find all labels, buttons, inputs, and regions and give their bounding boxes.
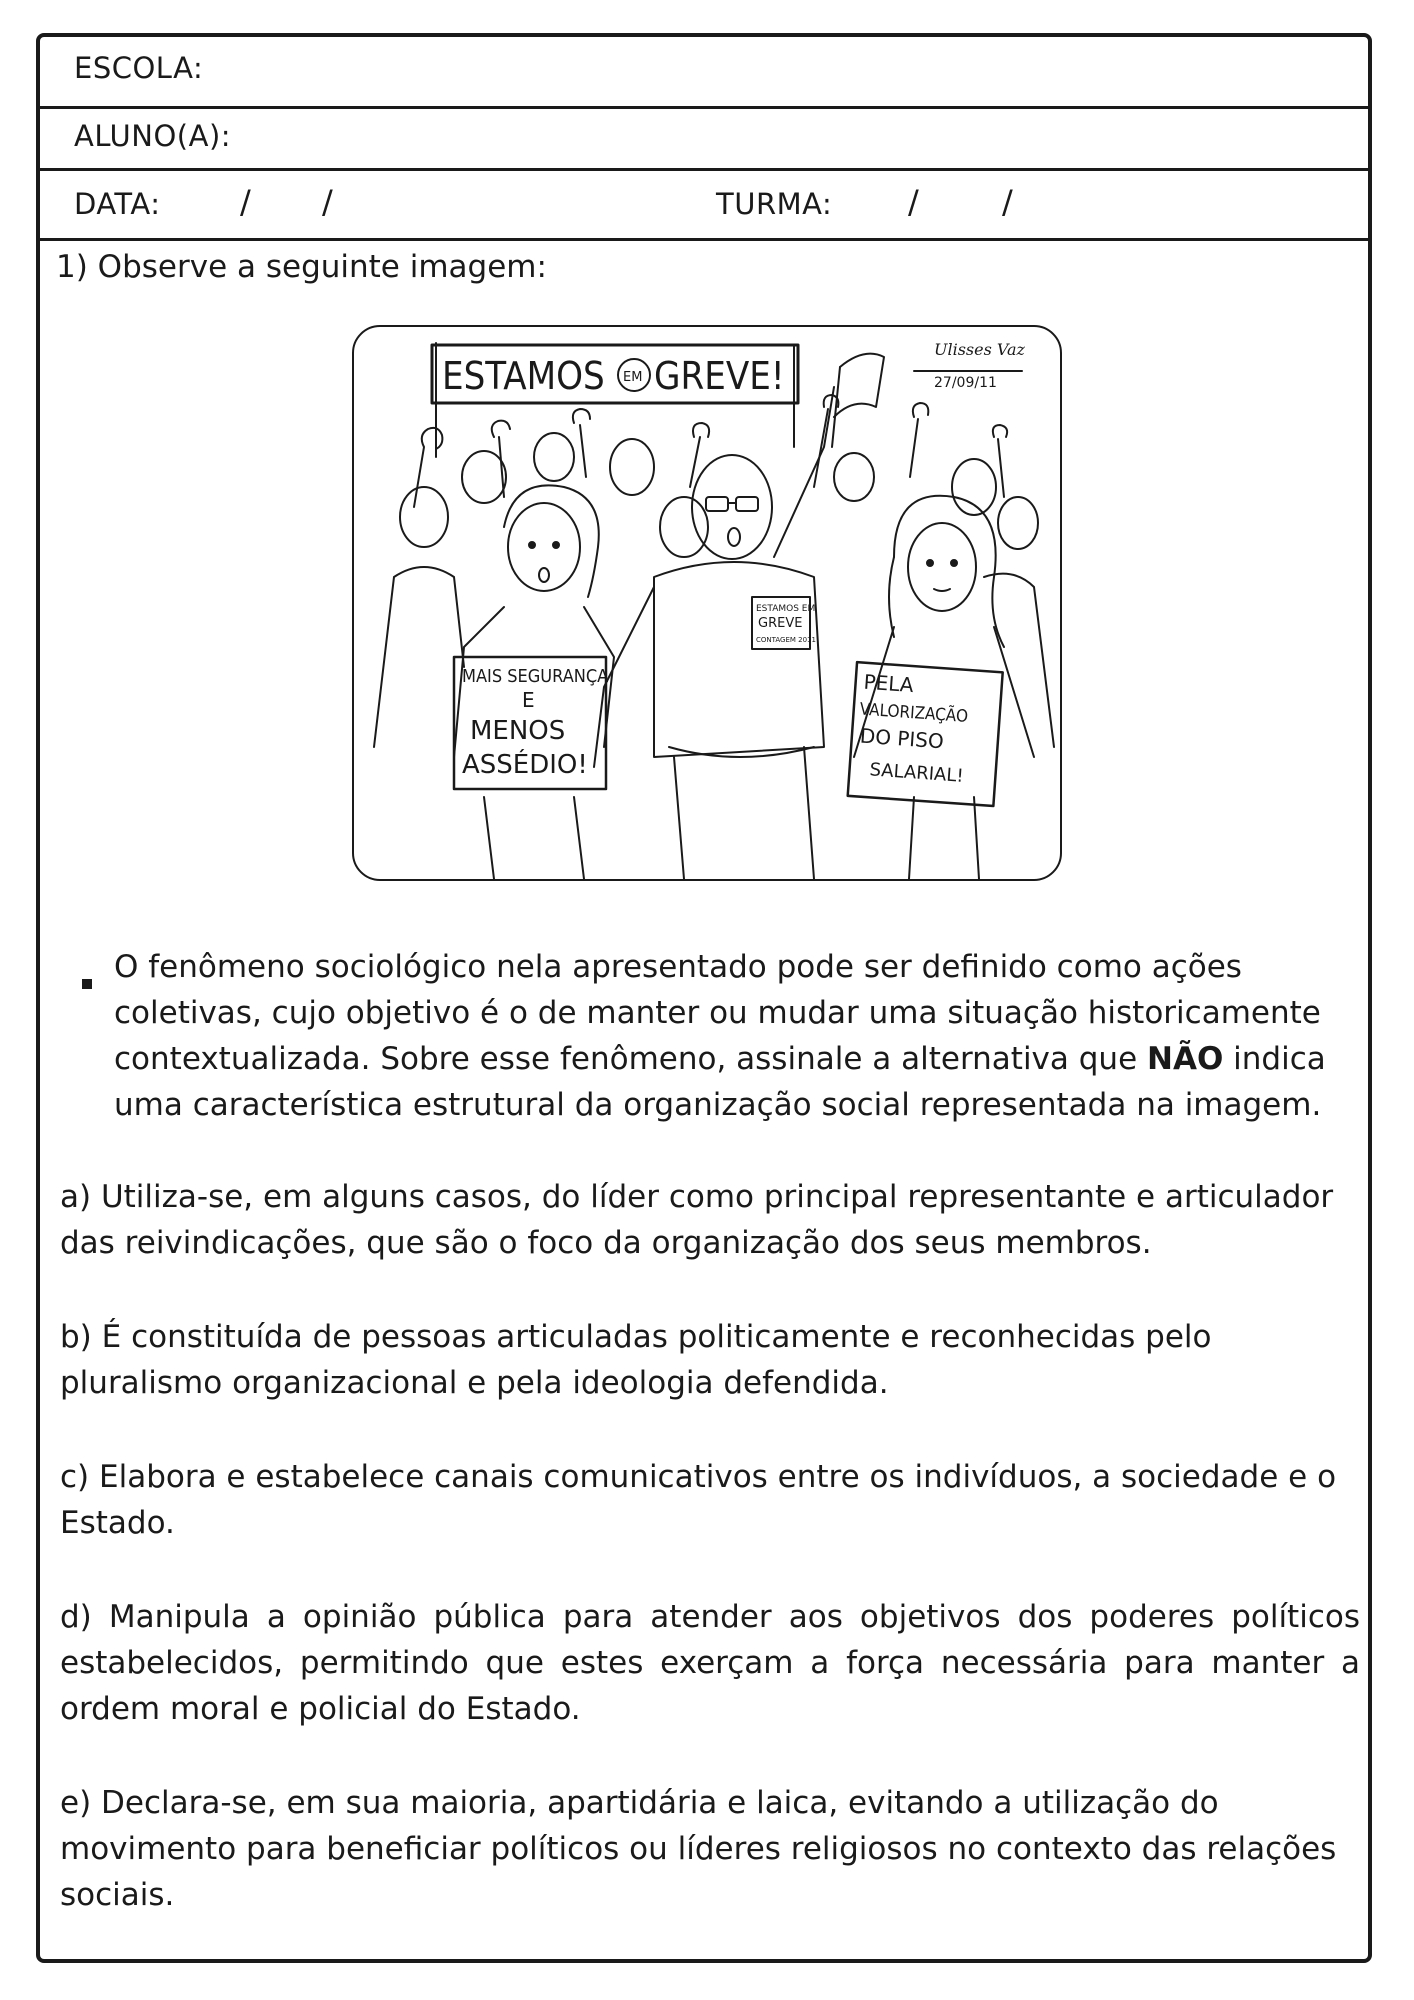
question-title: 1) Observe a seguinte imagem:	[56, 249, 547, 285]
badge-line-1: ESTAMOS EM	[756, 604, 816, 614]
cartoon-date: 27/09/11	[934, 375, 997, 391]
crowd-background	[374, 433, 1054, 747]
left-sign-line-1: MAIS SEGURANÇA	[462, 666, 609, 687]
option-c: c) Elabora e estabelece canais comunicativos entre os indivíduos, a sociedade e o Estado.	[60, 1459, 1337, 1541]
right-protest-sign-group	[848, 662, 1003, 806]
question-stem	[114, 944, 1344, 1128]
option-a: a) Utiliza-se, em alguns casos, do líder como principal representante e articulador das reivindicações, que são o foco da organização dos seus membros.	[60, 1179, 1334, 1261]
right-sign-line-3: DO PISO	[859, 723, 945, 754]
badge-line-3: CONTAGEM 2011	[756, 636, 816, 644]
option-b: b) É constituída de pessoas articuladas politicamente e reconhecidas pelo pluralismo organizacional e pela ideologia defendida.	[60, 1319, 1212, 1401]
cartoon-drawing	[354, 327, 1060, 879]
left-sign-line-4: ASSÉDIO!	[462, 750, 588, 780]
worksheet	[36, 33, 1372, 1963]
class-label: TURMA:	[716, 187, 833, 221]
student-row	[40, 109, 1368, 171]
class-slash: /	[1002, 183, 1013, 221]
artist-signature: Ulisses Vaz	[934, 340, 1025, 359]
school-label: ESCOLA:	[74, 51, 204, 85]
banner-em: EM	[623, 370, 643, 385]
protester-leader	[594, 387, 834, 879]
date-class-row	[40, 171, 1368, 241]
left-sign-line-3: MENOS	[470, 716, 566, 746]
option-e: e) Declara-se, em sua maioria, apartidária e laica, evitando a utilização do movimento para beneficiar políticos ou líderes religiosos no contexto das relações sociais.	[60, 1785, 1337, 1913]
date-slash: /	[240, 183, 251, 221]
left-sign-line-2: E	[522, 688, 535, 712]
strike-cartoon	[352, 325, 1062, 881]
school-row	[40, 37, 1368, 109]
right-sign-line-2: VALORIZAÇÃO	[859, 699, 969, 727]
option-d: d) Manipula a opinião pública para atender aos objetivos dos poderes políticos estabelecidos, permitindo que estes exerçam a força necessária para manter a ordem moral e policial do Estado.	[60, 1599, 1360, 1727]
flag	[834, 354, 884, 417]
student-label: ALUNO(A):	[74, 119, 232, 153]
stem-text-start: O fenômeno sociológico nela apresentado pode ser definido como ações coletivas, cujo objetivo é o de manter ou mudar uma situação historicamente contextualizada. Sobre esse fenômeno, assinale a alternativa que	[114, 949, 1321, 1077]
badge-line-2: GREVE	[758, 616, 803, 631]
class-slash: /	[908, 183, 919, 221]
stem-text-end: indica uma característica estrutural da organização social representada na imagem.	[114, 1041, 1326, 1123]
right-sign-line-1: PELA	[862, 669, 915, 698]
stem-emphasis: NÃO	[1147, 1041, 1224, 1077]
right-sign-line-4: SALARIAL!	[868, 759, 965, 787]
banner-text-left: ESTAMOS	[442, 354, 605, 398]
date-label: DATA:	[74, 187, 161, 221]
date-slash: /	[322, 183, 333, 221]
banner-text-right: GREVE!	[654, 354, 785, 398]
bullet-marker	[82, 979, 92, 989]
